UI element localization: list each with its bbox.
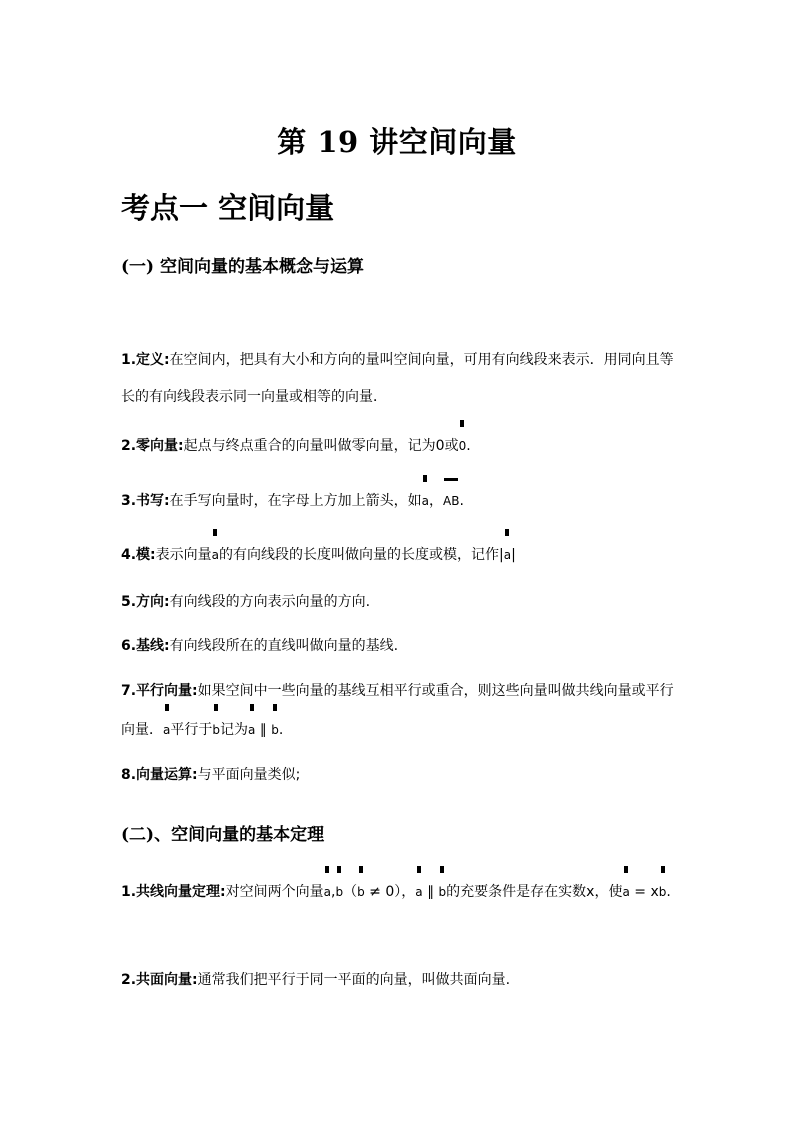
- item-label: 2.零向量:: [121, 438, 184, 454]
- vector-symbol: a: [324, 872, 331, 911]
- item-text: 的有向线段的长度叫做向量的长度或模，记作|: [219, 547, 504, 563]
- subsection-heading-2: (二)、空间向量的基本定理: [121, 825, 325, 845]
- item-label: 8.向量运算:: [121, 767, 198, 783]
- vector-symbol: a: [415, 872, 422, 911]
- item-writing: [121, 481, 677, 520]
- vector-symbol: a: [212, 535, 219, 574]
- item-text: 记为: [219, 722, 248, 738]
- item-label: 5.方向:: [121, 594, 170, 610]
- vector-symbol: b: [357, 872, 365, 911]
- item-zero-vector: [121, 426, 677, 465]
- item-label: 4.模:: [121, 547, 156, 563]
- punctuation: ,: [331, 884, 336, 900]
- vector-symbol: b: [659, 872, 667, 911]
- item-text: 表示向量: [155, 547, 212, 563]
- item-text: 在空间内，把具有大小和方向的量叫空间向量，可用有向线段来表示．用同向且等长的有向线段表示同一向量或相等的向量．: [121, 352, 674, 405]
- punctuation: .: [459, 493, 464, 509]
- vector-symbol: a: [248, 710, 255, 749]
- punctuation: |: [511, 547, 516, 563]
- item-label: 1.共线向量定理:: [121, 884, 226, 900]
- item-parallel: [121, 673, 677, 749]
- punctuation: ，: [429, 493, 444, 509]
- vector-symbol: 0: [459, 426, 467, 465]
- page-title: 第 19 讲空间向量: [277, 125, 517, 159]
- item-text: 对空间两个向量: [225, 884, 324, 900]
- vector-symbol: b: [271, 710, 279, 749]
- punctuation: .: [666, 884, 671, 900]
- vector-symbol: b: [439, 872, 447, 911]
- theorem-coplanar: [121, 962, 677, 999]
- equals-text: = x: [629, 884, 659, 900]
- parallel-symbol: ∥: [255, 722, 272, 738]
- item-label: 6.基线:: [121, 638, 170, 654]
- item-baseline: [121, 628, 677, 665]
- punctuation: .: [466, 438, 471, 454]
- vector-symbol: a: [622, 872, 629, 911]
- item-text: 起点与终点重合的向量叫做零向量，记为0或: [183, 438, 459, 454]
- item-text: 有向线段的方向表示向量的方向.: [169, 594, 371, 610]
- item-text: 在手写向量时，在字母上方加上箭头，如: [169, 493, 422, 509]
- item-label: 1.定义:: [121, 352, 170, 368]
- parallel-symbol: ∥: [422, 884, 439, 900]
- theorem-collinear: [121, 872, 677, 911]
- punctuation: .: [278, 722, 284, 738]
- item-label: 7.平行向量:: [121, 683, 198, 699]
- section-heading: 考点一 空间向量: [121, 191, 335, 225]
- item-operations: [121, 757, 677, 794]
- item-text: 如果空间中一些向量的基线互相平行或重合，则这些向量叫做共线向量或平行向量．: [121, 683, 674, 738]
- item-magnitude: [121, 535, 677, 574]
- vector-symbol: b: [212, 710, 220, 749]
- item-text: 与平面向量类似;: [197, 767, 301, 783]
- vector-symbol: AB: [443, 481, 459, 520]
- vector-symbol: a: [504, 535, 511, 574]
- item-definition: [121, 342, 677, 416]
- item-text: 的充要条件是存在实数x，使: [446, 884, 623, 900]
- item-direction: [121, 584, 677, 621]
- item-label: 2.共面向量:: [121, 972, 198, 988]
- item-text: 有向线段所在的直线叫做向量的基线.: [169, 638, 399, 654]
- item-text: 通常我们把平行于同一平面的向量，叫做共面向量.: [197, 972, 511, 988]
- vector-symbol: a: [163, 710, 170, 749]
- vector-symbol: b: [335, 872, 343, 911]
- punctuation: （: [343, 884, 358, 900]
- item-label: 3.书写:: [121, 493, 170, 509]
- item-text: 平行于: [170, 722, 213, 738]
- punctuation: ≠ 0），: [364, 884, 416, 900]
- subsection-heading-1: (一) 空间向量的基本概念与运算: [121, 257, 365, 277]
- vector-symbol: a: [422, 481, 429, 520]
